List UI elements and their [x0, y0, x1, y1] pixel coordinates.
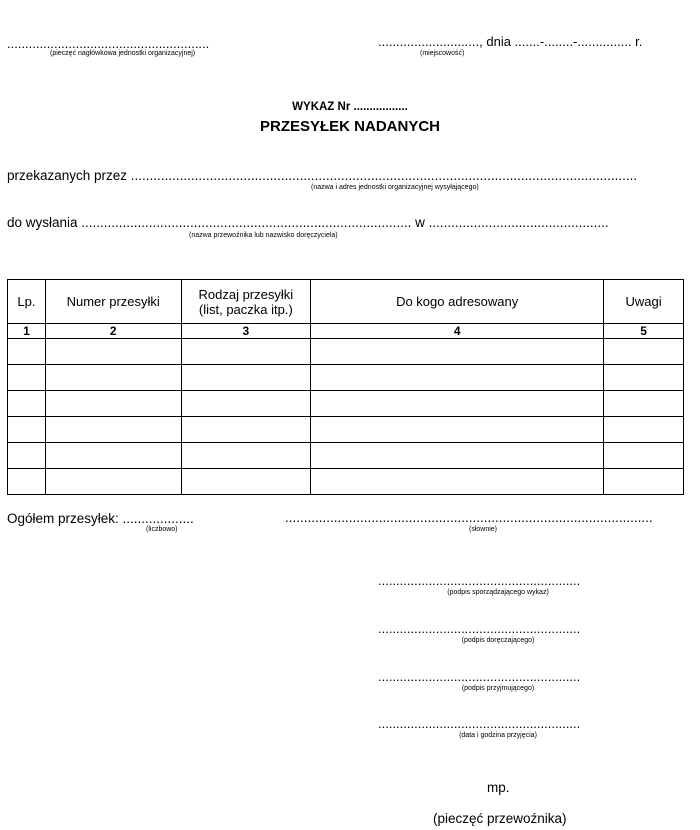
table-cell[interactable]: [181, 443, 311, 469]
table-row: [8, 339, 684, 365]
table-cell[interactable]: [8, 365, 46, 391]
signature-caption: (podpis przyjmującego): [461, 685, 535, 692]
table-row: [8, 469, 684, 495]
column-number-row: [8, 324, 684, 339]
table-cell[interactable]: [311, 417, 604, 443]
stamp-line: ........................................................: [7, 36, 210, 51]
table-cell[interactable]: [311, 469, 604, 495]
table-cell[interactable]: [181, 391, 311, 417]
table-row: [8, 391, 684, 417]
mp-label: mp.: [487, 780, 510, 795]
table-cell[interactable]: [604, 417, 684, 443]
carrier-stamp-label: (pieczęć przewoźnika): [433, 811, 567, 826]
table-cell[interactable]: [45, 469, 181, 495]
signature-caption: (data i godzina przyjęcia): [459, 732, 537, 739]
place-caption: (miejscowość): [420, 50, 465, 57]
signature-caption: (podpis doręczającego): [461, 637, 535, 644]
header-number: Numer przesyłki: [45, 280, 181, 324]
total-count-caption: (liczbowo): [146, 526, 178, 533]
table-cell[interactable]: [311, 339, 604, 365]
signature-block-1: [378, 621, 618, 644]
table-cell[interactable]: [604, 339, 684, 365]
table-row: [8, 365, 684, 391]
table-row: [8, 443, 684, 469]
stamp-caption: (pieczęć nagłówkowa jednostki organizacyjnej): [50, 50, 196, 57]
document-title: PRZESYŁEK NADANYCH: [259, 118, 440, 135]
table-cell[interactable]: [45, 365, 181, 391]
signature-line: ........................................................: [378, 669, 581, 684]
column-number: 2: [45, 324, 181, 339]
header-addressee: Do kogo adresowany: [311, 280, 604, 324]
signature-block-2: [378, 669, 618, 692]
shipments-table: [7, 279, 684, 495]
table-cell[interactable]: [181, 339, 311, 365]
header-notes: Uwagi: [604, 280, 684, 324]
column-number: 5: [604, 324, 684, 339]
total-words-line: ..................................................................................................: [285, 510, 653, 525]
table-cell[interactable]: [8, 443, 46, 469]
table-cell[interactable]: [311, 391, 604, 417]
total-count-line: Ogółem przesyłek: ...................: [7, 511, 194, 526]
table-cell[interactable]: [604, 469, 684, 495]
passed-by-caption: (nazwa i adres jednostki organizacyjnej wysyłającego): [311, 184, 479, 191]
table-row: [8, 417, 684, 443]
signature-line: ........................................................: [378, 621, 581, 636]
table-cell[interactable]: [181, 365, 311, 391]
table-cell[interactable]: [8, 417, 46, 443]
to-send-line: do wysłania ........................................................................................ w ................................................: [7, 215, 609, 230]
table-cell[interactable]: [45, 391, 181, 417]
table-header-row: [8, 280, 684, 324]
table-cell[interactable]: [45, 443, 181, 469]
list-number-title: WYKAZ Nr .................: [292, 101, 408, 113]
total-words-caption: (słownie): [469, 526, 498, 533]
place-date-line: ............................, dnia .......-........-............... r.: [378, 34, 643, 49]
table-cell[interactable]: [45, 339, 181, 365]
passed-by-line: przekazanych przez .......................................................................................................................................: [7, 168, 638, 183]
table-cell[interactable]: [8, 339, 46, 365]
signature-block-0: [378, 573, 618, 596]
signature-line: ........................................................: [378, 716, 581, 731]
header-lp: Lp.: [8, 280, 46, 324]
table-cell[interactable]: [181, 469, 311, 495]
signature-line: ........................................................: [378, 573, 581, 588]
column-number: 1: [8, 324, 46, 339]
table-cell[interactable]: [604, 391, 684, 417]
column-number: 4: [311, 324, 604, 339]
table-cell[interactable]: [604, 365, 684, 391]
table-cell[interactable]: [8, 391, 46, 417]
column-number: 3: [181, 324, 311, 339]
table-cell[interactable]: [181, 417, 311, 443]
table-cell[interactable]: [311, 365, 604, 391]
to-send-caption: (nazwa przewoźnika lub nazwisko doręczyciela): [189, 232, 338, 239]
header-type: Rodzaj przesyłki (list, paczka itp.): [181, 280, 311, 324]
table-cell[interactable]: [45, 417, 181, 443]
signature-block-3: [378, 716, 618, 739]
table-cell[interactable]: [8, 469, 46, 495]
signature-caption: (podpis sporządzającego wykaz): [447, 589, 549, 596]
table-cell[interactable]: [604, 443, 684, 469]
table-cell[interactable]: [311, 443, 604, 469]
